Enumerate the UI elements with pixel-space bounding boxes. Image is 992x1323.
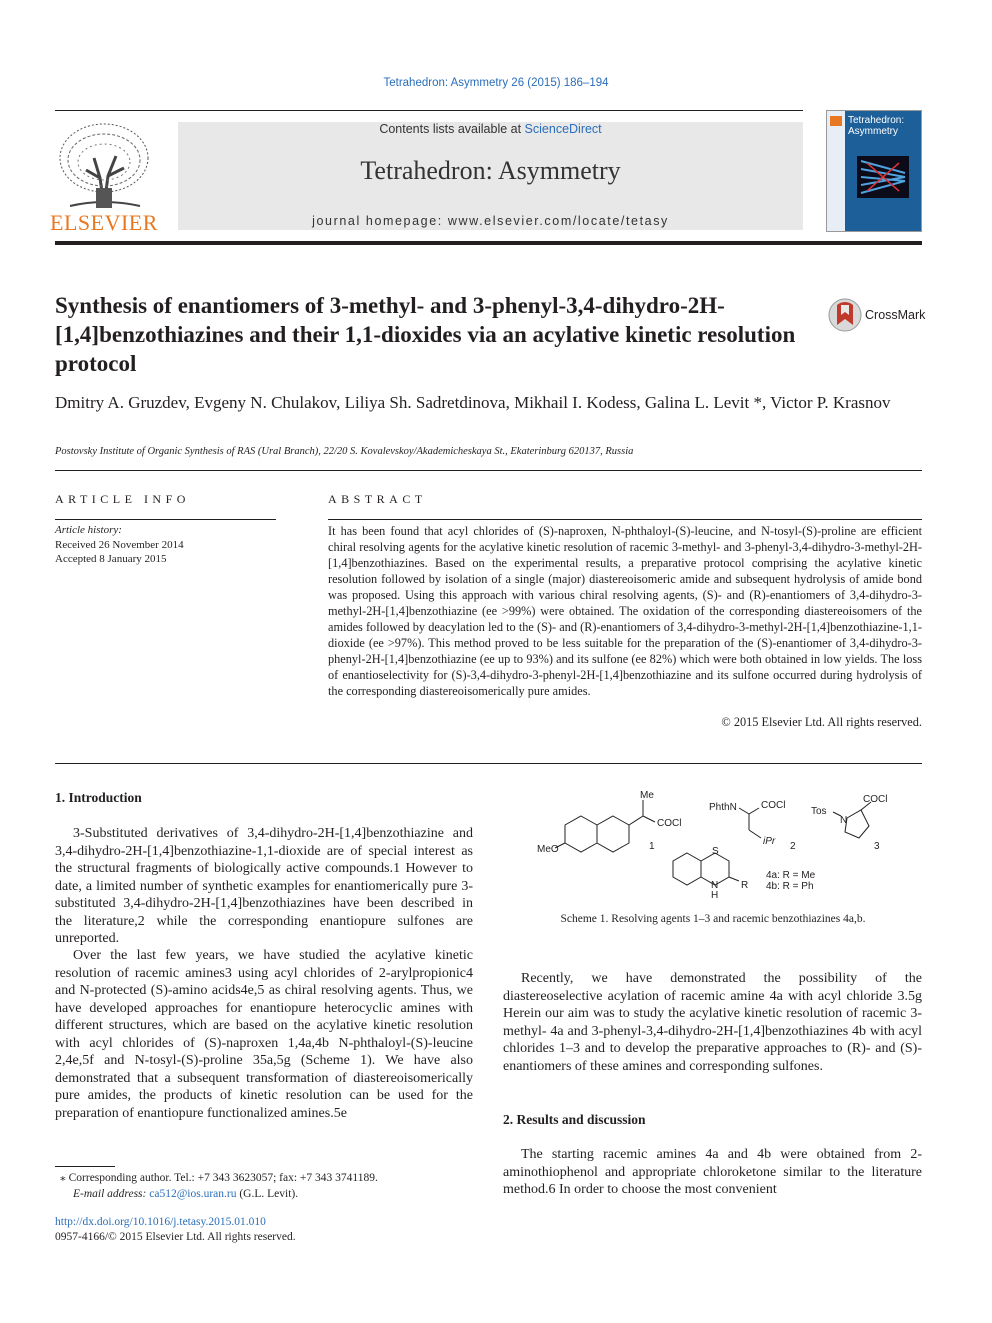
article-title: Synthesis of enantiomers of 3-methyl- and 3-phenyl-3,4-dihydro-2H-[1,4]benzothiazines and their 1,1-dioxides via an acylative kinetic resolution protocol [55, 293, 796, 376]
header-thick-rule [55, 241, 922, 245]
label-me: Me [640, 790, 654, 801]
elsevier-wordmark: ELSEVIER [50, 210, 158, 235]
structure-2 [709, 800, 796, 852]
crossmark-label: CrossMark [865, 308, 926, 322]
cover-title: Tetrahedron: Asymmetry [848, 115, 905, 137]
history-label: Article history: [55, 524, 122, 536]
label-cocl-1: COCl [657, 818, 682, 829]
email-note [73, 1186, 478, 1202]
introduction-heading: 1. Introduction [55, 790, 142, 805]
doi-link[interactable]: http://dx.doi.org/10.1016/j.tetasy.2015.01.010 [55, 1216, 266, 1228]
label-num-2: 2 [790, 841, 796, 852]
corresponding-author-note: ⁎ Corresponding author. Tel.: +7 343 3623057; fax: +7 343 3741189. [60, 1172, 378, 1184]
author-list: Dmitry A. Gruzdev, Evgeny N. Chulakov, Liliya Sh. Sadretdinova, Mikhail I. Kodess, Galina L. Levit *, Victor P. Krasnov [55, 393, 891, 412]
label-tos: Tos [811, 806, 827, 817]
label-meo: MeO [537, 844, 559, 855]
footnote-rule [55, 1166, 115, 1167]
label-n-3: N [840, 815, 848, 826]
contents-line [178, 122, 803, 136]
structure-3 [811, 794, 887, 852]
label-n-4: N [711, 880, 719, 891]
label-cocl-2: COCl [761, 800, 786, 811]
abstract-rule [328, 519, 922, 520]
label-r: R [741, 880, 749, 891]
email-label: E-mail address: [73, 1188, 150, 1200]
journal-homepage[interactable]: journal homepage: www.elsevier.com/locate/tetasy [312, 214, 669, 228]
email-suffix: (G.L. Levit). [236, 1188, 299, 1200]
structure-1 [537, 790, 681, 855]
issn-line: 0957-4166/© 2015 Elsevier Ltd. All rights reserved. [55, 1231, 296, 1243]
journal-citation[interactable]: Tetrahedron: Asymmetry 26 (2015) 186–194 [383, 77, 609, 89]
abstract-copyright: © 2015 Elsevier Ltd. All rights reserved. [721, 715, 922, 729]
abstract-text: It has been found that acyl chlorides of (S)-naproxen, N-phthaloyl-(S)-leucine, and N-tosyl-(S)-proline are efficient chiral resolving agents for the acylative kinetic resolution of racemic 3-methyl- and 3-phenyl-3,4-dihydro-3-methyl-2H-[1,4]benzothiazines. Based on the experimental results, a preparative protocol comprising the acylative kinetic resolution followed by isolation of a single (major) diastereoisomeric amide and subsequent hydrolysis of amide bond was proposed. Using this approach with various chiral resolving agents, (S)- and (R)-enantiomers of 3,4-dihydro-3-methyl-2H-[1,4]benzothiazine (ee >99%) were obtained. The oxidation of the corresponding diastereoisomers of the amides followed by deacylation led to the (S)- and (R)-enantiomers of 3,4-dihydro-3-methyl-2H-[1,4]benzothiazine-1,1-dioxide (ee >97%). This method proved to be less suitable for the preparation of the (S)-enantiomer of 3,4-dihydro-3-phenyl-2H-[1,4]benzothiazine (ee up to 93%) and its sulfone (ee 82%) which were both obtained in low yields. The loss of enantioselectivity for (S)-3,4-dihydro-3-phenyl-2H-[1,4]benzothiazine and its sulfone occurred during hydrolysis of the corresponding diastereoisomerically pure amides. [328, 524, 922, 698]
abstract-heading: ABSTRACT [328, 492, 427, 506]
received-date: Received 26 November 2014 [55, 538, 184, 551]
scheme-1-structures [503, 786, 923, 901]
legend-4b: 4b: R = Ph [766, 881, 814, 892]
article-history [55, 523, 285, 567]
contents-prefix: Contents lists available at [379, 122, 525, 136]
label-phthn: PhthN [709, 802, 737, 813]
affiliation: Postovsky Institute of Organic Synthesis of RAS (Ural Branch), 22/20 S. Kovalevskoy/Akademicheskaya St., Ekaterinburg 620137, Russia [55, 446, 634, 457]
header-rule [55, 110, 803, 111]
legend-4a: 4a: R = Me [766, 870, 816, 881]
scheme-caption: Scheme 1. Resolving agents 1–3 and racemic benzothiazines 4a,b. [560, 913, 866, 925]
article-info-heading: ARTICLE INFO [55, 492, 190, 506]
label-cocl-3: COCl [863, 794, 888, 805]
label-ipr: iPr [763, 836, 776, 847]
structure-4 [673, 846, 816, 901]
email-link[interactable]: ca512@ios.uran.ru [149, 1188, 237, 1200]
results-heading: 2. Results and discussion [503, 1112, 646, 1127]
label-h: H [711, 890, 719, 901]
label-s: S [712, 846, 719, 857]
right-paragraph-1: Recently, we have demonstrated the possibility of the diastereoselective acylation of racemic amine 4a with acyl chloride 3.5g Herein our aim was to study the acylative kinetic resolution of racemic 3-methyl- 4a and 3-phenyl-3,4-dihydro-2H-[1,4]benzothiazines 4b with acyl chlorides 1–3 and to develop the preparative approaches to (R)- and (S)-enantiomers of these amines and corresponding sulfones. [503, 971, 922, 1074]
accepted-date: Accepted 8 January 2015 [55, 553, 167, 565]
label-num-1: 1 [649, 841, 655, 852]
crossmark-badge[interactable] [827, 297, 926, 335]
right-paragraph-2: The starting racemic amines 4a and 4b were obtained from 2-aminothiophenol and appropriate chloroketone similar to the literature method.6 In order to choose the most convenient [503, 1147, 922, 1197]
sciencedirect-link[interactable]: ScienceDirect [524, 122, 602, 136]
crossmark-icon [827, 297, 863, 333]
introduction-paragraph-1: 3-Substituted derivatives of 3,4-dihydro-2H-[1,4]benzothiazine and 3,4-dihydro-2H-[1,4]benzothiazine-1,1-dioxide are of special interest as the structural fragments of biologically active compounds.1 However to date, a limited number of synthetic examples for enantiomerically pure 3-substituted 3,4-dihydro-2H-[1,4]benzothiazines have been described in the literature,2 while the corresponding enantiopure sulfones are unreported. [55, 826, 473, 946]
introduction-paragraph-2: Over the last few years, we have studied the acylative kinetic resolution of racemic amines3 using acyl chlorides of 2-arylpropionic4 and N-protected (S)-amino acids4e,5 as chiral resolving agents. Thus, we have developed approaches for enantiopure heterocyclic amines with different structures, which are based on the acylative kinetic resolution with acyl chlorides of (S)-naproxen 1,4a,4b N-phthaloyl-(S)-leucine 2,4e,5f and N-tosyl-(S)-proline 35a,5g (Scheme 1). We have also demonstrated that a subsequent transformation of diastereoisomerically pure amides, the products of kinetic resolution can be used for the preparation of enantiopure functionalized amines.5e [55, 948, 473, 1121]
section-rule [55, 470, 922, 471]
journal-name: Tetrahedron: Asymmetry [360, 156, 621, 185]
label-num-3: 3 [874, 841, 880, 852]
body-rule [55, 763, 922, 764]
article-info-rule [55, 519, 276, 520]
